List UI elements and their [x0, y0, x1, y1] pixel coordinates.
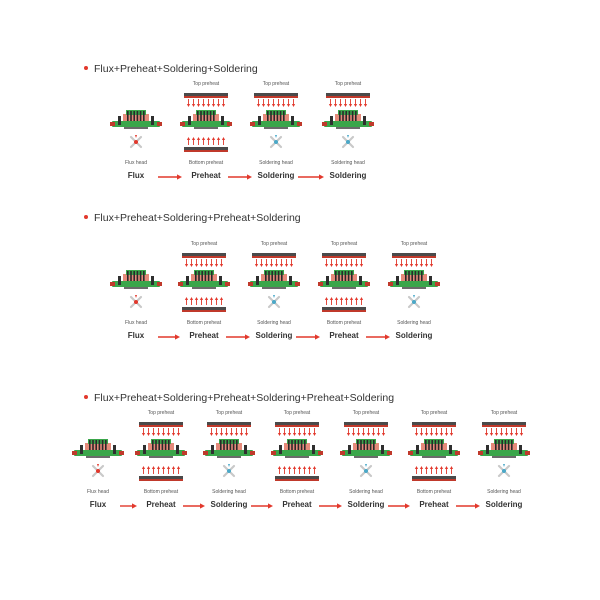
- stage-head-label: Flux head: [125, 160, 147, 166]
- stage-name-preheat: Preheat: [329, 331, 359, 340]
- stage-name-soldering: Soldering: [255, 331, 293, 340]
- process-arrow-icon: [183, 503, 205, 508]
- top-preheat-label: Top preheat: [400, 241, 428, 247]
- stage-head-label: Bottom preheat: [326, 320, 362, 326]
- row-1-title-text: Flux+Preheat+Soldering+Soldering: [94, 63, 258, 75]
- stage-name-soldering: Soldering: [329, 171, 367, 180]
- stage-preheat-graphic: [135, 422, 187, 481]
- top-preheat-label: Top preheat: [490, 410, 518, 416]
- process-arrow-icon: [251, 503, 273, 508]
- stage-name-preheat: Preheat: [191, 171, 221, 180]
- process-arrow-icon: [120, 503, 137, 508]
- row-3-title-text: Flux+Preheat+Soldering+Preheat+Soldering+Preheat+Soldering: [94, 392, 395, 404]
- stage-preheat-graphic: [271, 422, 323, 481]
- top-preheat-label: Top preheat: [334, 81, 362, 87]
- stage-head-label: Bottom preheat: [143, 489, 179, 495]
- top-preheat-label: Top preheat: [190, 241, 218, 247]
- top-preheat-label: Top preheat: [192, 81, 220, 87]
- stage-name-soldering: Soldering: [347, 500, 385, 509]
- top-preheat-label: Top preheat: [260, 241, 288, 247]
- top-preheat-label: Top preheat: [420, 410, 448, 416]
- stage-head-label: Soldering head: [212, 489, 246, 495]
- stage-preheat-graphic: [408, 422, 460, 481]
- stage-soldering-graphic: [478, 422, 530, 476]
- stage-head-label: Soldering head: [349, 489, 383, 495]
- top-preheat-label: Top preheat: [330, 241, 358, 247]
- top-preheat-label: Top preheat: [352, 410, 380, 416]
- process-arrow-icon: [456, 503, 480, 508]
- stage-name-soldering: Soldering: [210, 500, 248, 509]
- stage-head-label: Soldering head: [487, 489, 521, 495]
- process-arrow-icon: [388, 503, 410, 508]
- stage-name-flux: Flux: [127, 331, 145, 340]
- stage-head-label: Bottom preheat: [279, 489, 315, 495]
- stage-name-preheat: Preheat: [146, 500, 176, 509]
- stage-flux-graphic: [72, 439, 124, 476]
- stage-head-label: Flux head: [125, 320, 147, 326]
- stage-name-soldering: Soldering: [485, 500, 523, 509]
- stage-head-label: Bottom preheat: [186, 320, 222, 326]
- stage-name-soldering: Soldering: [257, 171, 295, 180]
- stage-name-preheat: Preheat: [419, 500, 449, 509]
- stage-head-label: Soldering head: [257, 320, 291, 326]
- top-preheat-label: Top preheat: [147, 410, 175, 416]
- top-preheat-label: Top preheat: [215, 410, 243, 416]
- stage-head-label: Soldering head: [397, 320, 431, 326]
- top-preheat-label: Top preheat: [262, 81, 290, 87]
- stage-name-flux: Flux: [89, 500, 107, 509]
- stage-head-label: Flux head: [87, 489, 109, 495]
- stage-head-label: Soldering head: [259, 160, 293, 166]
- stage-head-label: Soldering head: [331, 160, 365, 166]
- stage-name-preheat: Preheat: [189, 331, 219, 340]
- stage-soldering-graphic: [340, 422, 392, 476]
- process-arrow-icon: [319, 503, 342, 508]
- stage-name-preheat: Preheat: [282, 500, 312, 509]
- stage-soldering-graphic: [203, 422, 255, 476]
- row-2-title-text: Flux+Preheat+Soldering+Preheat+Soldering: [94, 212, 301, 224]
- stage-head-label: Bottom preheat: [416, 489, 452, 495]
- stage-name-soldering: Soldering: [395, 331, 433, 340]
- stage-name-flux: Flux: [127, 171, 145, 180]
- stage-head-label: Bottom preheat: [188, 160, 224, 166]
- top-preheat-label: Top preheat: [283, 410, 311, 416]
